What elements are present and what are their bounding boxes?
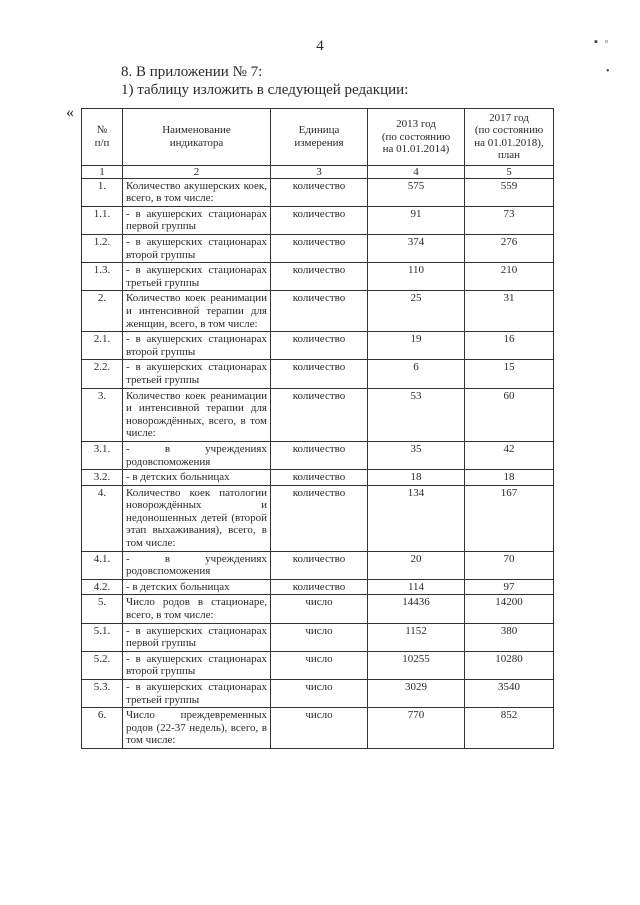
value-2013: 91 (368, 206, 465, 234)
unit-of-measure: число (271, 651, 368, 679)
row-number: 3.1. (82, 441, 123, 469)
header-unit (271, 109, 368, 166)
row-number: 6. (82, 708, 123, 749)
value-2017-plan: 210 (465, 263, 554, 291)
value-2013: 10255 (368, 651, 465, 679)
table-row (82, 485, 554, 551)
value-2013: 25 (368, 291, 465, 332)
column-index: 1 (82, 165, 123, 178)
value-2017-plan: 70 (465, 551, 554, 579)
indicator-name: - в акушерских стационарах первой группы (123, 206, 271, 234)
column-index-row (82, 165, 554, 178)
unit-of-measure: количество (271, 470, 368, 486)
row-number: 5.2. (82, 651, 123, 679)
unit-of-measure: количество (271, 332, 368, 360)
unit-of-measure: количество (271, 388, 368, 441)
indicator-name: - в учреждениях родовспоможения (123, 441, 271, 469)
value-2013: 575 (368, 178, 465, 206)
unit-of-measure: количество (271, 178, 368, 206)
unit-of-measure: количество (271, 291, 368, 332)
table-row (82, 206, 554, 234)
column-index: 5 (465, 165, 554, 178)
table-row (82, 470, 554, 486)
indicator-name: - в акушерских стационарах второй группы (123, 235, 271, 263)
header-2013 (368, 109, 465, 166)
table-row (82, 651, 554, 679)
instruction-heading: 1) таблицу изложить в следующей редакции: (121, 82, 409, 98)
row-number: 4.1. (82, 551, 123, 579)
table-row (82, 551, 554, 579)
table-row (82, 360, 554, 388)
value-2013: 35 (368, 441, 465, 469)
unit-of-measure: число (271, 708, 368, 749)
unit-of-measure: количество (271, 235, 368, 263)
value-2017-plan: 14200 (465, 595, 554, 623)
header-name (123, 109, 271, 166)
value-2017-plan: 42 (465, 441, 554, 469)
column-index: 3 (271, 165, 368, 178)
table-row (82, 441, 554, 469)
header-unit-text: Единица измерения (294, 124, 344, 149)
value-2017-plan: 60 (465, 388, 554, 441)
value-2017-plan: 31 (465, 291, 554, 332)
value-2017-plan: 167 (465, 485, 554, 551)
row-number: 5. (82, 595, 123, 623)
value-2017-plan: 559 (465, 178, 554, 206)
value-2013: 20 (368, 551, 465, 579)
indicator-name: - в детских больницах (123, 579, 271, 595)
table-row (82, 680, 554, 708)
row-number: 2.1. (82, 332, 123, 360)
section-heading: 8. В приложении № 7: (121, 64, 263, 80)
column-index: 4 (368, 165, 465, 178)
indicator-name: - в детских больницах (123, 470, 271, 486)
unit-of-measure: количество (271, 263, 368, 291)
indicator-name: - в акушерских стационарах второй группы (123, 332, 271, 360)
row-number: 1.1. (82, 206, 123, 234)
value-2013: 3029 (368, 680, 465, 708)
value-2017-plan: 380 (465, 623, 554, 651)
table-row (82, 595, 554, 623)
table-row (82, 263, 554, 291)
indicator-name: Число родов в стационаре, всего, в том числе: (123, 595, 271, 623)
unit-of-measure: количество (271, 485, 368, 551)
row-number: 4. (82, 485, 123, 551)
row-number: 2.2. (82, 360, 123, 388)
row-number: 3.2. (82, 470, 123, 486)
indicator-name: Количество коек реанимации и интенсивной терапии для женщин, всего, в том числе: (123, 291, 271, 332)
table-header-row (82, 109, 554, 166)
header-2017 (465, 109, 554, 166)
table-row (82, 332, 554, 360)
row-number: 5.1. (82, 623, 123, 651)
indicator-name: - в акушерских стационарах третьей группы (123, 360, 271, 388)
table-row (82, 579, 554, 595)
row-number: 3. (82, 388, 123, 441)
value-2013: 14436 (368, 595, 465, 623)
unit-of-measure: число (271, 595, 368, 623)
value-2013: 110 (368, 263, 465, 291)
row-number: 5.3. (82, 680, 123, 708)
table-row (82, 235, 554, 263)
table-row (82, 708, 554, 749)
value-2017-plan: 97 (465, 579, 554, 595)
unit-of-measure: количество (271, 579, 368, 595)
scan-marks: ▪ ◦ (594, 36, 611, 48)
scan-mark-dot: • (606, 66, 610, 77)
value-2013: 53 (368, 388, 465, 441)
row-number: 4.2. (82, 579, 123, 595)
indicators-table (81, 108, 554, 749)
table-row (82, 623, 554, 651)
value-2017-plan: 16 (465, 332, 554, 360)
value-2017-plan: 852 (465, 708, 554, 749)
page-number: 4 (316, 38, 324, 54)
unit-of-measure: число (271, 680, 368, 708)
header-num-text: № п/п (94, 124, 110, 149)
value-2013: 770 (368, 708, 465, 749)
indicator-name: Количество коек реанимации и интенсивной терапии для новорождённых, всего, в том числе: (123, 388, 271, 441)
table-row (82, 388, 554, 441)
table-row (82, 291, 554, 332)
table-body (82, 165, 554, 748)
table-row (82, 178, 554, 206)
value-2013: 1152 (368, 623, 465, 651)
unit-of-measure: количество (271, 551, 368, 579)
indicator-name: - в акушерских стационарах второй группы (123, 651, 271, 679)
indicator-name: - в учреждениях родовспоможения (123, 551, 271, 579)
unit-of-measure: количество (271, 441, 368, 469)
value-2013: 6 (368, 360, 465, 388)
unit-of-measure: число (271, 623, 368, 651)
header-num (82, 109, 123, 166)
row-number: 1. (82, 178, 123, 206)
value-2013: 114 (368, 579, 465, 595)
value-2013: 18 (368, 470, 465, 486)
indicator-name: Количество акушерских коек, всего, в том числе: (123, 178, 271, 206)
value-2017-plan: 18 (465, 470, 554, 486)
value-2013: 374 (368, 235, 465, 263)
value-2017-plan: 3540 (465, 680, 554, 708)
header-2013-text: 2013 год (по состоянию на 01.01.2014) (381, 118, 451, 156)
unit-of-measure: количество (271, 360, 368, 388)
value-2017-plan: 276 (465, 235, 554, 263)
header-name-text: Наименование индикатора (162, 124, 231, 149)
indicator-name: - в акушерских стационарах первой группы (123, 623, 271, 651)
value-2013: 134 (368, 485, 465, 551)
indicator-name: - в акушерских стационарах третьей группы (123, 680, 271, 708)
value-2017-plan: 73 (465, 206, 554, 234)
indicator-name: - в акушерских стационарах третьей группы (123, 263, 271, 291)
value-2017-plan: 15 (465, 360, 554, 388)
column-index: 2 (123, 165, 271, 178)
value-2017-plan: 10280 (465, 651, 554, 679)
indicator-name: Число преждевременных родов (22-37 недель), всего, в том числе: (123, 708, 271, 749)
open-quote-mark: « (66, 104, 74, 121)
value-2013: 19 (368, 332, 465, 360)
header-2017-text: 2017 год (по состоянию на 01.01.2018), план (474, 112, 544, 162)
row-number: 1.3. (82, 263, 123, 291)
indicator-name: Количество коек патологии новорождённых и недоношенных детей (второй этап выхаживания), всего, в том числе: (123, 485, 271, 551)
row-number: 1.2. (82, 235, 123, 263)
row-number: 2. (82, 291, 123, 332)
unit-of-measure: количество (271, 206, 368, 234)
